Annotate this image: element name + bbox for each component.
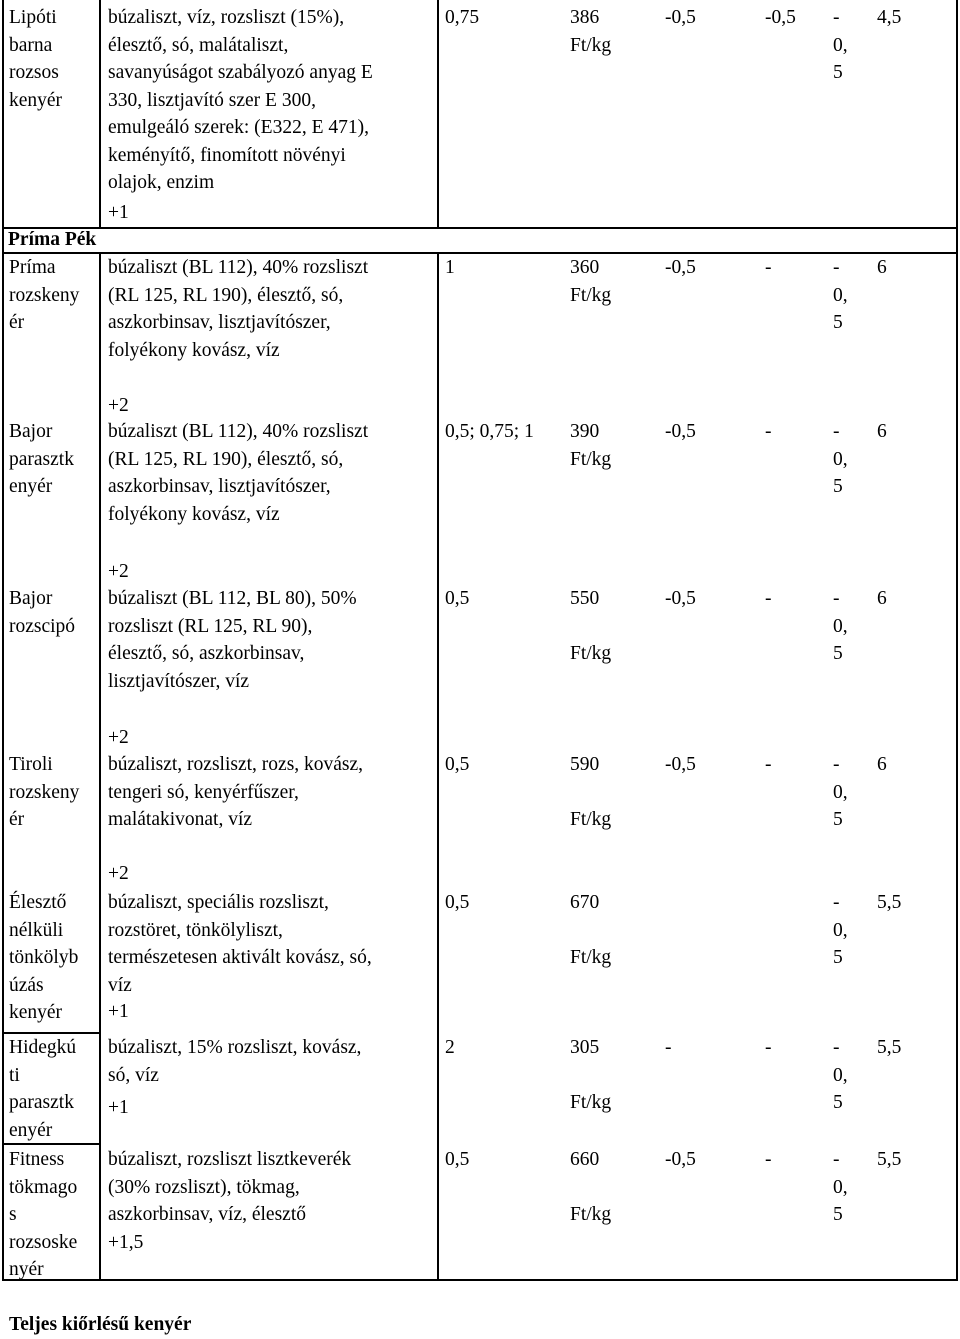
table-divider-col1: [99, 252, 101, 1280]
column-7-line: 5: [833, 62, 843, 83]
table-bottom-border: [2, 1279, 958, 1281]
table-divider-col2: [437, 252, 439, 1280]
column-7-line: 0,: [833, 284, 848, 306]
column-6-cell: -: [765, 588, 772, 609]
column-7-line: 5: [833, 947, 843, 968]
ingredients-line: 330, lisztjavító szer E 300,: [108, 89, 316, 111]
product-name-line: rozskeny: [9, 781, 80, 803]
product-name-line: Lipóti: [9, 7, 57, 28]
ingredients-line: keményítő, finomított növényi: [108, 144, 346, 166]
column-7-line: 0,: [833, 448, 848, 470]
ingredients-line: természetesen aktivált kovász, só,: [108, 947, 372, 968]
score-mark: +1: [108, 1097, 129, 1118]
price-unit: Ft/kg: [570, 947, 612, 968]
column-5-cell: -0,5: [665, 7, 696, 28]
column-7-line: -: [833, 892, 840, 913]
product-name-line: barna: [9, 34, 53, 56]
column-7-line: 5: [833, 1092, 843, 1113]
ingredients-line: (RL 125, RL 190), élesztő, só,: [108, 284, 344, 306]
product-name-line: ér: [9, 809, 25, 830]
ingredients-line: búzaliszt, rozsliszt, rozs, kovász,: [108, 754, 364, 775]
product-name-line: ér: [9, 312, 25, 333]
product-name-line: úzás: [9, 974, 44, 996]
column-7-line: -: [833, 421, 840, 442]
score-cell: 6: [877, 588, 887, 609]
ingredients-line: aszkorbinsav, lisztjavítószer,: [108, 476, 331, 497]
price-value: 590: [570, 754, 600, 775]
column-6-cell: -0,5: [765, 7, 796, 28]
column-7-line: -: [833, 257, 840, 278]
column-5-cell: -0,5: [665, 1149, 696, 1170]
column-7-line: 5: [833, 643, 843, 664]
score-cell: 4,5: [877, 7, 902, 28]
weight-cell: 0,5: [445, 588, 470, 609]
product-name-line: nélküli: [9, 919, 64, 941]
ingredients-line: folyékony kovász, víz: [108, 503, 280, 525]
ingredients-line: aszkorbinsav, víz, élesztő: [108, 1204, 306, 1225]
column-7-line: 0,: [833, 615, 848, 637]
ingredients-line: búzaliszt, speciális rozsliszt,: [108, 892, 329, 913]
column-7-line: 0,: [833, 781, 848, 803]
product-name-line: rozskeny: [9, 284, 80, 306]
product-name-line: parasztk: [9, 448, 74, 470]
weight-cell: 2: [445, 1037, 455, 1058]
weight-cell: 0,75: [445, 7, 480, 28]
column-7-line: -: [833, 754, 840, 775]
product-name-line: Hidegkú: [9, 1037, 77, 1058]
product-name-line: ti: [9, 1064, 20, 1086]
price-unit: Ft/kg: [570, 34, 612, 56]
price-value: 360: [570, 257, 600, 278]
price-value: 390: [570, 421, 600, 442]
ingredients-line: malátakivonat, víz: [108, 809, 253, 830]
table-border-left: [2, 0, 4, 1280]
product-name-line: tönkölyb: [9, 947, 79, 968]
score-mark: +2: [108, 395, 129, 416]
ingredients-line: rozstöret, tönkölyliszt,: [108, 919, 283, 941]
score-cell: 6: [877, 257, 887, 278]
ingredients-line: só, víz: [108, 1064, 159, 1086]
score-cell: 6: [877, 754, 887, 775]
product-name-line: rozsos: [9, 62, 59, 83]
ingredients-line: lisztjavítószer, víz: [108, 670, 250, 692]
column-5-cell: -0,5: [665, 421, 696, 442]
column-7-line: 5: [833, 312, 843, 333]
score-mark: +1: [108, 1001, 129, 1022]
column-5-cell: -0,5: [665, 257, 696, 278]
product-name-line: rozsoske: [9, 1231, 78, 1253]
price-value: 550: [570, 588, 600, 609]
ingredients-line: (RL 125, RL 190), élesztő, só,: [108, 448, 344, 470]
price-unit: Ft/kg: [570, 809, 612, 830]
column-7-line: -: [833, 7, 840, 28]
table-rule-after-row1: [2, 227, 958, 229]
section-heading-prima-pek: Príma Pék: [8, 229, 97, 250]
price-value: 670: [570, 892, 600, 913]
ingredients-line: rozsliszt (RL 125, RL 90),: [108, 615, 313, 637]
price-unit: Ft/kg: [570, 284, 612, 306]
price-unit: Ft/kg: [570, 1092, 612, 1113]
column-5-cell: -: [665, 1037, 672, 1058]
column-6-cell: -: [765, 421, 772, 442]
column-7-line: 0,: [833, 919, 848, 941]
product-name-line: kenyér: [9, 1002, 63, 1023]
product-name-line: enyér: [9, 476, 53, 497]
weight-cell: 0,5: [445, 754, 470, 775]
ingredients-line: tengeri só, kenyérfűszer,: [108, 781, 299, 803]
price-unit: Ft/kg: [570, 643, 612, 664]
product-name-line: parasztk: [9, 1092, 74, 1113]
price-unit: Ft/kg: [570, 448, 612, 470]
product-name-line: Fitness: [9, 1149, 65, 1170]
score-mark: +1,5: [108, 1232, 144, 1253]
score-cell: 5,5: [877, 1149, 902, 1170]
score-cell: 5,5: [877, 892, 902, 913]
column-7-line: 0,: [833, 1176, 848, 1198]
product-name-line: Tiroli: [9, 754, 53, 775]
column-6-cell: -: [765, 1149, 772, 1170]
ingredients-line: búzaliszt (BL 112, BL 80), 50%: [108, 588, 357, 609]
product-name-line: enyér: [9, 1119, 53, 1141]
score-mark: +1: [108, 202, 129, 223]
ingredients-line: folyékony kovász, víz: [108, 339, 280, 361]
table-border-right: [956, 0, 958, 1280]
product-name-line: Bajor: [9, 588, 53, 609]
product-name-line: Élesztő: [9, 892, 67, 913]
score-mark: +2: [108, 561, 129, 582]
score-mark: +2: [108, 863, 129, 884]
column-6-cell: -: [765, 754, 772, 775]
column-5-cell: -0,5: [665, 588, 696, 609]
ingredients-line: (30% rozsliszt), tökmag,: [108, 1176, 300, 1198]
product-name-line: rozscipó: [9, 615, 76, 637]
ingredients-line: víz: [108, 974, 132, 996]
column-7-line: 0,: [833, 1064, 848, 1086]
column-7-line: -: [833, 1037, 840, 1058]
product-name-line: Bajor: [9, 421, 53, 442]
price-value: 660: [570, 1149, 600, 1170]
price-value: 305: [570, 1037, 600, 1058]
ingredients-line: emulgeáló szerek: (E322, E 471),: [108, 117, 369, 138]
price-value: 386: [570, 7, 600, 28]
column-7-line: -: [833, 588, 840, 609]
ingredients-line: búzaliszt (BL 112), 40% rozsliszt: [108, 421, 369, 442]
column-6-cell: -: [765, 1037, 772, 1058]
weight-cell: 0,5: [445, 892, 470, 913]
score-cell: 5,5: [877, 1037, 902, 1058]
ingredients-line: búzaliszt (BL 112), 40% rozsliszt: [108, 257, 369, 278]
column-7-line: 5: [833, 476, 843, 497]
ingredients-line: aszkorbinsav, lisztjavítószer,: [108, 312, 331, 333]
ingredients-line: olajok, enzim: [108, 172, 215, 193]
column-7-line: 0,: [833, 34, 848, 56]
product-name-line: tökmago: [9, 1176, 78, 1198]
column-7-line: 5: [833, 1204, 843, 1225]
weight-cell: 1: [445, 257, 455, 278]
ingredients-line: búzaliszt, rozsliszt lisztkeverék: [108, 1149, 352, 1170]
ingredients-line: élesztő, só, malátaliszt,: [108, 34, 289, 56]
product-name-line: s: [9, 1204, 17, 1225]
weight-cell: 0,5: [445, 1149, 470, 1170]
table-divider-col2: [437, 0, 439, 228]
product-name-line: kenyér: [9, 89, 63, 111]
ingredients-line: savanyúságot szabályozó anyag E: [108, 62, 373, 83]
score-mark: +2: [108, 727, 129, 748]
column-5-cell: -0,5: [665, 754, 696, 775]
column-7-line: -: [833, 1149, 840, 1170]
price-unit: Ft/kg: [570, 1204, 612, 1225]
product-name-line: nyér: [9, 1259, 44, 1280]
ingredients-line: élesztő, só, aszkorbinsav,: [108, 643, 305, 664]
table-divider-col1: [99, 0, 101, 228]
ingredients-line: búzaliszt, víz, rozsliszt (15%),: [108, 7, 345, 28]
footer-heading: Teljes kiőrlésű kenyér: [9, 1314, 192, 1335]
product-name-line: Príma: [9, 257, 56, 278]
ingredients-line: búzaliszt, 15% rozsliszt, kovász,: [108, 1037, 362, 1058]
column-6-cell: -: [765, 257, 772, 278]
score-cell: 6: [877, 421, 887, 442]
weight-cell: 0,5; 0,75; 1: [445, 421, 534, 442]
column-7-line: 5: [833, 809, 843, 830]
